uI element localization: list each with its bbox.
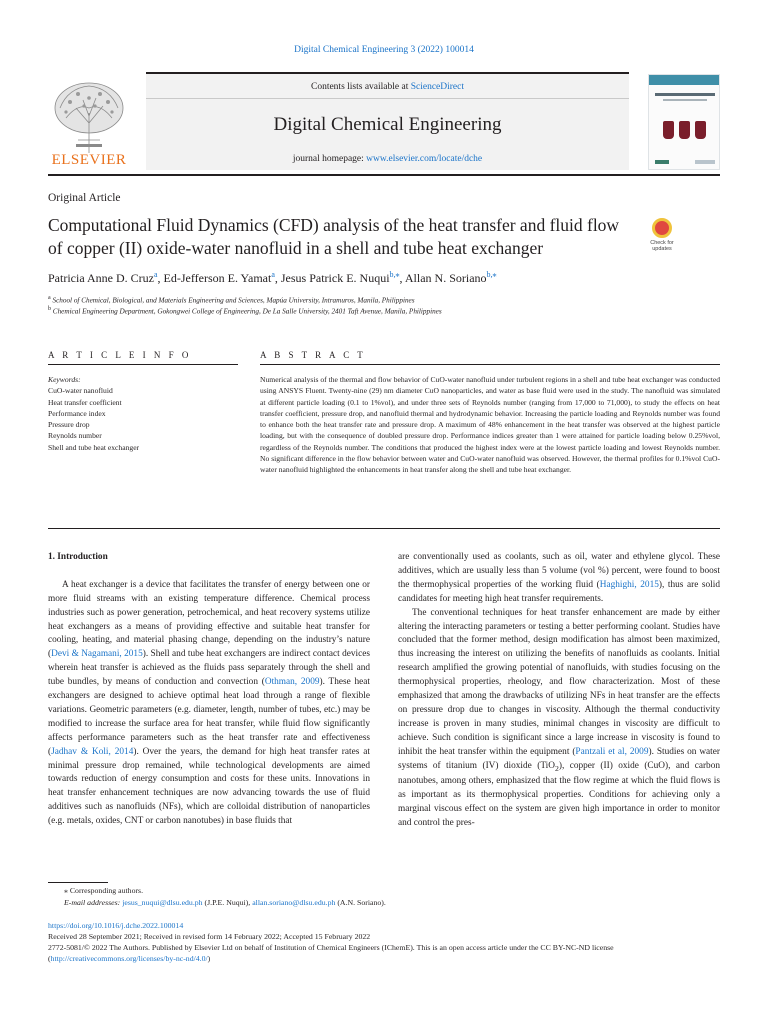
author-name: Allan N. Soriano xyxy=(404,271,487,285)
keyword: CuO-water nanofluid xyxy=(48,386,113,396)
crossmark-icon xyxy=(652,218,672,238)
check-for-updates-badge[interactable] xyxy=(644,218,680,258)
author-separator: , xyxy=(274,271,281,285)
article-title: Computational Fluid Dynamics (CFD) analysis of the heat transfer and fluid flow of copper (II) oxide-water nanofluid in a shell and tube heat exchanger xyxy=(48,215,620,258)
subscript: 2 xyxy=(554,763,559,773)
section-heading: 1. Introduction xyxy=(48,552,108,562)
corresponding-footnote: ⁎ Corresponding authors. xyxy=(64,886,144,895)
footnote-rule xyxy=(48,882,108,883)
journal-banner xyxy=(146,74,629,170)
author-name: Patricia Anne D. Cruz xyxy=(48,271,154,285)
author-affiliation-link[interactable]: b,⁎ xyxy=(486,270,497,279)
body-column-left xyxy=(48,551,370,829)
email-label: E-mail addresses: xyxy=(64,898,123,907)
citation-link[interactable]: Jadhav & Koli, 2014 xyxy=(51,746,134,757)
cover-flask-icon xyxy=(663,121,674,139)
keywords-label: Keywords: xyxy=(48,375,81,384)
author-affiliation-link[interactable]: a xyxy=(271,270,275,279)
publisher-name: ELSEVIER xyxy=(51,152,127,168)
keyword: Performance index xyxy=(48,408,106,418)
body-paragraph xyxy=(48,579,370,829)
author-separator: , xyxy=(399,271,405,285)
body-column-right xyxy=(398,551,720,831)
keyword: Heat transfer coefficient xyxy=(48,397,122,407)
cover-flask-icon xyxy=(679,121,690,139)
abstract-rule xyxy=(260,364,720,365)
license-text xyxy=(48,942,720,964)
cover-header-bar xyxy=(649,75,719,85)
masthead-bottom-rule xyxy=(48,174,720,176)
text-run: ). Studies on water systems of titanium (IV) dioxide (TiO xyxy=(398,746,720,771)
author-separator: , xyxy=(157,271,164,285)
keyword: Pressure drop xyxy=(48,420,90,430)
cover-title-mark xyxy=(655,93,715,96)
abstract-heading: A B S T R A C T xyxy=(260,350,366,360)
received-dates: Received 28 September 2021; Received in revised form 14 February 2022; Accepted 15 February 2022 xyxy=(48,932,371,941)
cover-flask-icon xyxy=(695,121,706,139)
publication-info xyxy=(48,920,720,964)
homepage-line xyxy=(146,154,629,164)
citation-link[interactable]: Othman, 2009 xyxy=(264,677,320,688)
citation-link[interactable]: Pantzali et al, 2009 xyxy=(575,746,649,757)
text-run: ). Over the years, the demand for high heat transfer rates at minimal pressure drop remained, while technological developments are aimed towards reduction of energy consumption and costs for these units. Innovations in heat transfer enhancement techniques are now advancing towards the use of fluid additives such as nanofluids (NFs), which are colloidal distribution of nanoparticles (e.g. metals, oxides, CNT or carbon nanotubes) in base fluids that xyxy=(48,746,370,827)
cover-footer-logos xyxy=(655,159,715,165)
affiliation-text: Chemical Engineering Department, Gokongwei College of Engineering, De La Salle University, 2401 Taft Avenue, Manila, Philippines xyxy=(51,307,442,316)
text-run: are conventionally used as coolants, such as oil, water and ethylene glycol. These additives, which are usually less than 5 volume (vol %) percent, were found to boost the thermophysical properties of the working fluid ( xyxy=(398,552,720,590)
article-info-rule xyxy=(48,364,238,365)
cover-subtitle-mark xyxy=(663,99,707,101)
journal-cover-thumbnail[interactable] xyxy=(648,74,720,170)
abstract-bottom-rule xyxy=(48,528,720,529)
affiliation-marker: a xyxy=(48,295,51,301)
citation-link[interactable]: Haghighi, 2015 xyxy=(599,579,659,590)
author-name: Jesus Patrick E. Nuqui xyxy=(280,271,390,285)
abstract-text: Numerical analysis of the thermal and flow behavior of CuO-water nanofluid under turbulent regions in a shell and tube heat exchanger was conducted using ANSYS Fluent. Twenty-nine (29) nm diameter CuO nanoparticles, and water as base fluid were used in the study. The nanofluid was simulated at different particle loading (0.1 to 1%vol), and under three sets of Reynolds number (ranging from 17,000 to 71,000), to study the effects on heat transfer coefficient, pressure drop, and nanofluid thermal and hydrodynamic behavior. Increasing the particle loading and Reynolds number was found to enhance both the heat transfer rate and pressure drop. A maximum of 48% enhancement in the heat transfer was observed at the highest particle loading, but with the consequence of doubled pressure drop. Performance indices greater than 1 were attained for particle loading below 0.25%vol, regardless of the Reynolds number. The conditions that produced the highest index were at the lowest particle loading and lowest Reynolds number. No significant difference in the flow behavior between water and CuO-water nanofluid was observed. However, the thermal profiles for 0.1%vol CuO-water nanofluid highlighted the enhancements in heat transfer along the shell and tube heat exchanger. xyxy=(260,375,720,475)
author-list xyxy=(48,270,728,286)
text-run: 2772-5081/© 2022 The Authors. Published by Elsevier Ltd on behalf of Institution of Chemical Engineers (IChemE). This is an open access article under the CC BY-NC-ND license ( xyxy=(48,943,614,963)
contents-prefix: Contents lists available at xyxy=(310,82,411,92)
text-run: ) xyxy=(207,954,211,963)
author-affiliation-link[interactable]: a xyxy=(153,270,158,279)
email-link[interactable]: jesus_nuqui@dlsu.edu.ph xyxy=(122,898,203,907)
crossmark-label: Check for updates xyxy=(650,240,674,252)
keyword: Shell and tube heat exchanger xyxy=(48,442,140,452)
license-link[interactable]: http://creativecommons.org/licenses/by-nc-nd/4.0/ xyxy=(50,954,208,963)
sciencedirect-link[interactable]: ScienceDirect xyxy=(410,82,464,92)
article-type: Original Article xyxy=(48,192,121,204)
text-run: A heat exchanger is a device that facilitates the transfer of energy between one or more fluid streams with an existing temperature difference. Chemical process industries such as power generation, petrochemical, and heat recovery systems utilize heat exchangers as a means of providing effective and suitable heat transfer for cooling, heating, and material phasing change, depending on the industry’s nature ( xyxy=(48,579,370,660)
email-footnote xyxy=(64,897,744,908)
text-run: ), thus are solid candidates for meeting high heat transfer requirements. xyxy=(398,579,721,604)
homepage-prefix: journal homepage: xyxy=(292,154,367,164)
keyword: Reynolds number xyxy=(48,431,102,441)
contents-line xyxy=(146,82,629,92)
text-run: ), copper (II) oxide (CuO), and carbon nanotubes, among others, emphasized that the flow regime at which the fluid flows is as important as its thermophysical properties. Conditions for achieving only a marginal viscous effect on the system are given high importance in order to monitor and control the pres- xyxy=(398,760,720,829)
text-run: The conventional techniques for heat transfer enhancement are made by either altering the interacting parameters or testing a better performing coolant. Studies have concluded that the former method, design modification has almost been maximized, thus increasing the interest on utilizing the benefits of nanofluids as coolants. Initial research amplified the growing potential of nanofluids, with studies focusing on the thermophysical properties, rheology, and flow characterization. Most of these emphasized that among the drawbacks of utilizing NFs in heat transfer are the effects on pressure drop due to changes in viscosity. Although the thermal conductivity increase is proven in many studies, minimal changes in viscosity are difficult to achieve. Such condition is significant since a large increase in viscosity is found to inhibit the heat transfer within the equipment ( xyxy=(398,607,720,757)
citation-link[interactable]: Devi & Nagamani, 2015 xyxy=(51,649,143,660)
journal-title: Digital Chemical Engineering xyxy=(273,114,502,135)
affiliation xyxy=(48,295,728,304)
banner-divider xyxy=(146,98,629,99)
body-paragraph xyxy=(398,607,720,831)
text-run: ). Shell and tube heat exchangers are indirect contact devices wherein heat transfer is achieved as the fluids pass separately through the shell and tube bundles, by means of conduction and convection ( xyxy=(48,649,370,688)
doi-link[interactable]: https://doi.org/10.1016/j.dche.2022.100014 xyxy=(48,921,184,930)
journal-reference[interactable]: Digital Chemical Engineering 3 (2022) 100014 xyxy=(294,45,474,55)
author-name: Ed-Jefferson E. Yamat xyxy=(163,271,272,285)
article-info-heading: A R T I C L E I N F O xyxy=(48,350,192,360)
affiliation-text: School of Chemical, Biological, and Materials Engineering and Sciences, Mapúa University, Intramuros, Manila, Philippines xyxy=(50,296,415,305)
email-link[interactable]: allan.soriano@dlsu.edu.ph xyxy=(252,898,336,907)
email-owner: (J.P.E. Nuqui), xyxy=(202,898,253,907)
masthead xyxy=(48,72,720,172)
keywords-block xyxy=(48,374,238,453)
author-affiliation-link[interactable]: b,⁎ xyxy=(389,270,400,279)
body-paragraph xyxy=(398,551,720,607)
affiliation xyxy=(48,306,728,315)
email-owner: (A.N. Soriano). xyxy=(335,898,386,907)
affiliation-marker: b xyxy=(48,306,51,312)
homepage-link[interactable]: www.elsevier.com/locate/dche xyxy=(366,154,483,164)
text-run: ). These heat exchangers are designed to achieve optimal heat load through a range of flexible variations. Geometric parameters (e.g. diameter, length, number of tubes, etc.) may be modified to increase the surface area for heat transfer, while fluid flow significantly affects performance parameters such as the heat transfer rate and effectiveness ( xyxy=(48,677,370,757)
